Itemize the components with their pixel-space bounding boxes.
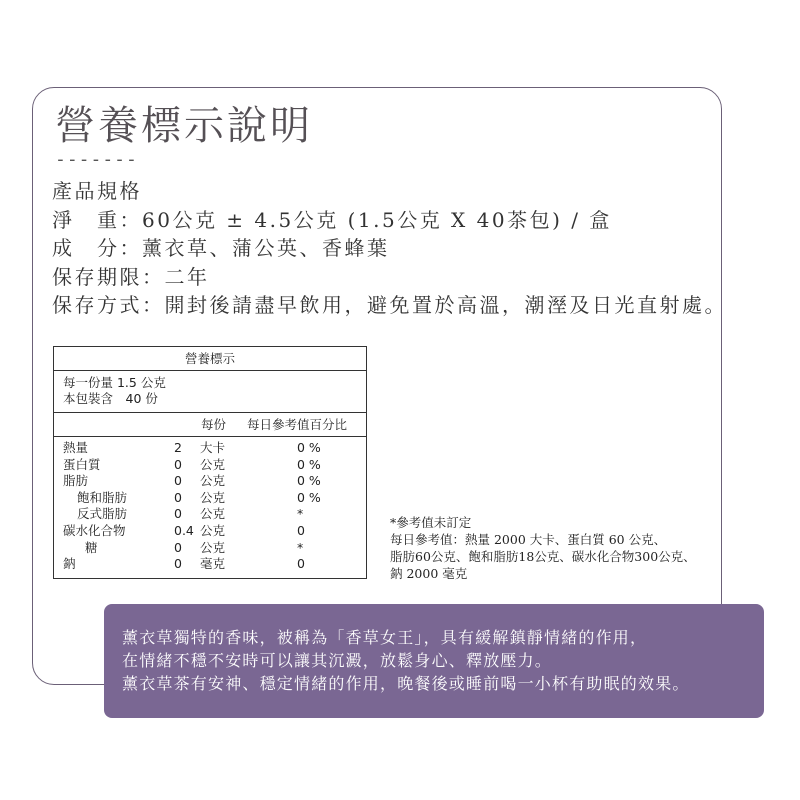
col-per-serving: 每份 xyxy=(201,417,227,432)
spec-value: 60公克 ± 4.5公克 (1.5公克 X 40茶包) / 盒 xyxy=(142,208,612,232)
nutrient-unit: 大卡 xyxy=(200,440,226,455)
title-divider: ------- xyxy=(55,149,138,170)
spec-label: 保存方式： xyxy=(52,293,165,317)
nutrient-name: 碳水化合物 xyxy=(63,523,126,538)
table-divider xyxy=(54,370,366,371)
nutrient-daily-percent: * xyxy=(297,539,304,555)
page-title: 營養標示說明 xyxy=(55,103,313,149)
note-line: 鈉 2000 毫克 xyxy=(390,566,468,581)
banner-line: 薰衣草獨特的香味，被稱為「香草女王」，具有緩解鎮靜情緒的作用， xyxy=(122,628,648,647)
nutrient-daily-percent: 0 % xyxy=(297,440,321,455)
col-daily-percent: 每日參考值百分比 xyxy=(247,417,348,432)
nutrient-name: 脂肪 xyxy=(63,473,89,489)
banner-line: 薰衣草茶有安神、穩定情緒的作用，晚餐後或睡前喝一小杯有助眠的效果。 xyxy=(122,674,690,693)
spec-heading: 產品規格 xyxy=(52,179,142,203)
nutrient-name: 鈉 xyxy=(63,556,76,572)
nutrient-name: 飽和脂肪 xyxy=(77,489,128,505)
description-banner xyxy=(104,604,764,718)
nutrient-amount: 0 xyxy=(174,506,182,522)
nutrient-unit: 公克 xyxy=(200,489,226,505)
nutrient-daily-percent: * xyxy=(297,506,304,522)
nutrient-unit: 公克 xyxy=(200,539,226,555)
spec-label: 淨 重： xyxy=(52,208,142,232)
spec-row-weight xyxy=(52,207,612,233)
nutrient-unit: 毫克 xyxy=(200,556,226,572)
table-divider xyxy=(54,412,366,413)
note-line: 脂肪60公克、飽和脂肪18公克、碳水化合物300公克、 xyxy=(390,549,696,564)
nutrient-unit: 公克 xyxy=(200,506,226,522)
nutrient-daily-percent: 0 % xyxy=(297,489,321,505)
nutrient-name: 熱量 xyxy=(63,440,89,455)
nutrient-unit: 公克 xyxy=(200,523,226,538)
nutrient-name: 蛋白質 xyxy=(63,456,101,472)
nutrient-amount: 2 xyxy=(174,440,182,455)
spec-value: 二年 xyxy=(164,265,210,289)
nutrient-amount: 0 xyxy=(174,473,182,489)
nutrient-daily-percent: 0 % xyxy=(297,473,321,489)
spec-label: 保存期限： xyxy=(52,265,165,289)
banner-line: 在情緒不穩不安時可以讓其沉澱，放鬆身心、釋放壓力。 xyxy=(122,651,553,670)
spec-row-ingredients xyxy=(52,235,390,261)
note-line: 每日參考值：熱量 2000 大卡、蛋白質 60 公克、 xyxy=(390,532,667,547)
spec-value: 開封後請盡早飲用，避免置於高溫，潮溼及日光直射處。 xyxy=(164,293,727,317)
table-divider xyxy=(54,436,366,437)
nutrient-unit: 公克 xyxy=(200,456,226,472)
nutrition-table xyxy=(53,346,367,579)
nutrition-header: 營養標示 xyxy=(184,351,235,366)
spec-label: 成 分： xyxy=(52,236,142,260)
nutrient-amount: 0 xyxy=(174,489,182,505)
nutrient-amount: 0.4 xyxy=(174,523,194,538)
reference-note xyxy=(390,514,696,582)
spec-value: 薰衣草、蒲公英、香蜂葉 xyxy=(142,236,390,260)
servings-per-package: 本包裝含 40 份 xyxy=(63,391,158,406)
nutrient-amount: 0 xyxy=(174,556,182,572)
nutrient-name: 糖 xyxy=(85,539,98,555)
nutrient-daily-percent: 0 xyxy=(297,556,305,572)
nutrient-daily-percent: 0 % xyxy=(297,456,321,472)
note-line: *參考值未訂定 xyxy=(390,515,472,530)
nutrient-unit: 公克 xyxy=(200,473,226,489)
spec-row-storage xyxy=(52,292,727,318)
serving-size: 每一份量 1.5 公克 xyxy=(63,375,166,390)
spec-row-shelf-life xyxy=(52,264,210,290)
nutrient-amount: 0 xyxy=(174,539,182,555)
nutrient-amount: 0 xyxy=(174,456,182,472)
nutrient-daily-percent: 0 xyxy=(297,523,305,538)
nutrient-name: 反式脂肪 xyxy=(77,506,128,522)
